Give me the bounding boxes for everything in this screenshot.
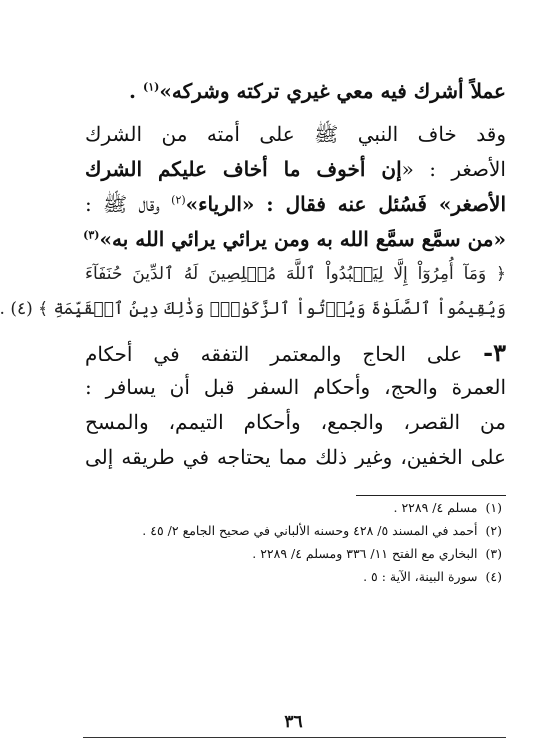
footnote-4-number: (٤) (485, 569, 502, 584)
body-line-2 (85, 117, 506, 152)
section-line-3: من القصر، والجمع، وأحكام التيمم، والمسح (85, 410, 506, 434)
footnote-1 (85, 496, 506, 519)
footnote-3-number: (٣) (485, 546, 502, 561)
footnote-3 (85, 542, 506, 565)
paragraph-gap (85, 109, 506, 117)
body-line-4-text: الأصغر» فَسُئل عنه فقال : «الرياء» (185, 192, 506, 216)
section-line-2: العمرة والحج، وأحكام السفر قبل أن يسافر : (85, 375, 506, 399)
section-number: ٣- (483, 338, 506, 367)
section-gap (85, 327, 506, 335)
body-line-3 (85, 152, 506, 187)
footnote-4-text: سورة البينة، الآية : ٥ . (363, 569, 478, 584)
body-line-1-text: عملاً أشرك فيه معي غيري تركته وشركه» (159, 79, 506, 103)
footnote-2-text: أحمد في المسند ٥/ ٤٢٨ وحسنه الألباني في صحيح الجامع ٢/ ٤٥ . (142, 523, 478, 538)
footnote-ref-1: (١) (142, 80, 160, 94)
body-line-5-text: «من سمَّع سمَّع الله به ومن يرائي يرائي الله به» (99, 227, 506, 251)
footnote-3-text: البخاري مع الفتح ١١/ ٣٣٦ ومسلم ٤/ ٢٢٨٩ . (252, 546, 478, 561)
body-line-1 (85, 74, 506, 109)
body-line-5 (85, 222, 506, 257)
footnote-ref-2: (٢) (171, 193, 186, 207)
footnote-ref-3: (٣) (83, 228, 100, 242)
section-line-4: على الخفين، وغير ذلك مما يحتاجه في طريقه إلى (85, 445, 506, 469)
quran-line-2: وَيُقِيمُواْ ٱلصَّلَوٰةَ وَيُؤۡتُواْ ٱلزَّكَوٰةَۚ وَذَٰلِكَ دِينُ ٱلۡقَيِّمَةِ ﴾ (٤) . (0, 299, 506, 319)
body-line-1-tail: . (129, 79, 143, 103)
quran-line-1: ﴿ وَمَآ أُمِرُوٓاْ إِلَّا لِيَعۡبُدُواْ ٱللَّهَ مُخۡلِصِينَ لَهُ ٱلدِّينَ حُنَفَآءَ (85, 264, 506, 284)
section-line-1-text: على الحاج والمعتمر التفقه في أحكام (85, 342, 484, 366)
footnote-2 (85, 519, 506, 542)
section-line-1 (85, 335, 506, 370)
footnote-2-number: (٢) (485, 523, 502, 538)
footnote-1-text: مسلم ٤/ ٢٢٨٩ . (393, 500, 478, 515)
body-line-3-text: إن أخوف ما أخاف عليكم الشرك (85, 157, 402, 181)
body-line-4 (85, 187, 506, 222)
page-number: ٣٦ (284, 712, 303, 732)
body-line-4-tail: وقال ﷺ : (85, 192, 172, 216)
body-line-2-text: وقد خاف النبي ﷺ على أمته من الشرك (85, 122, 506, 146)
body-line-3-pre: الأصغر : « (401, 157, 506, 181)
page-bottom-rule (83, 737, 506, 738)
footnote-1-number: (١) (485, 500, 502, 515)
footnote-4 (85, 565, 506, 588)
